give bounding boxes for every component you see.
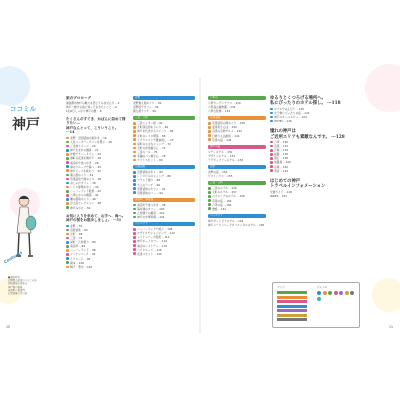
decorative-circle: [372, 278, 400, 312]
decorative-circle: [0, 66, 30, 106]
toc-entry[interactable]: 有馬温泉で湯めぐり ···36: [66, 177, 128, 181]
toc-entry[interactable]: 港のクルーズで海へ ···30: [66, 165, 128, 169]
toc-entry[interactable]: ホテルでのんびり ···120: [270, 107, 370, 111]
bullet-icon: [133, 208, 136, 211]
left-page: [0, 78, 200, 334]
area-tag: 旧居留地: [133, 165, 195, 169]
toc-entry[interactable]: 南京町 ···84: [66, 244, 128, 248]
toc-entry[interactable]: 日帰り入浴施設 ···144: [208, 134, 266, 138]
toc-entry[interactable]: 1泊2日しっかり神戸の旅 ···8: [66, 109, 102, 114]
genre-icon: [323, 291, 327, 295]
toc-entry[interactable]: 神戸生まれの雑貨 ···22: [66, 148, 128, 152]
bullet-icon: [66, 245, 69, 248]
bullet-icon: [270, 108, 273, 111]
photo-caption-block: ■表紙写真 北野異人館街のうろこの家 旧居留地の街並み 神戸港の夜景 南京町の長安門 有馬温泉の金の湯: [8, 276, 37, 296]
bullet-icon: [66, 202, 69, 205]
toc-entry[interactable]: 淡路島 ···140: [270, 160, 370, 164]
left-column-1: [66, 96, 128, 269]
bullet-icon: [270, 165, 273, 168]
toc-entry[interactable]: 乙仲通りの雑貨 ···102: [133, 211, 195, 215]
toc-entry[interactable]: HOTEL ···126: [270, 119, 370, 123]
bullet-icon: [66, 153, 69, 156]
decorative-circle: [365, 64, 400, 112]
genre-icon: [317, 291, 321, 295]
toc-entry[interactable]: 六甲ガーデンテラス ···130: [208, 101, 241, 105]
bullet-icon: [133, 134, 136, 137]
bullet-icon: [133, 236, 136, 239]
nearby-headline: 憧れの神戸は ご近所エリアも素敵なんです。 ···128: [270, 129, 345, 140]
toc-entry[interactable]: 異人館めぐり ···34: [66, 173, 128, 177]
bullet-icon: [66, 206, 69, 209]
toc-entry[interactable]: 洋館でティータイム ···24: [66, 152, 128, 156]
bullet-icon: [133, 191, 136, 194]
bullet-icon: [133, 252, 136, 255]
bullet-icon: [133, 147, 136, 150]
bullet-icon: [270, 169, 273, 172]
toc-entry[interactable]: 港湾都市神戸の魅力を感じてみませんか ···4: [66, 101, 120, 106]
toc-entry[interactable]: 灘の酒蔵めぐり ···46: [66, 197, 128, 201]
area-tag: 三宮・元町: [208, 181, 266, 185]
toc-entry[interactable]: 元町 ···68: [66, 232, 128, 236]
toc-entry[interactable]: 海辺のレストラン ···116: [133, 244, 195, 248]
toc-entry[interactable]: 明石 ···138: [270, 156, 370, 160]
toc-entry[interactable]: 女子旅にぴったりの宿 ···122: [270, 111, 370, 115]
toc-entry[interactable]: ナイトスポット ···80: [133, 158, 195, 162]
bullet-icon: [66, 233, 69, 236]
bullet-icon: [133, 159, 136, 162]
toc-entry[interactable]: ご当地スイーツ ···20: [66, 144, 128, 148]
toc-entry[interactable]: ラグジュアリーホテル ···152: [208, 157, 244, 162]
toc-entry[interactable]: 北野坂でカフェ ···54: [133, 105, 159, 110]
bullet-icon: [66, 257, 69, 260]
toc-entry[interactable]: 六甲高山植物園 ···132: [208, 105, 236, 110]
toc-entry[interactable]: 神戸の中華料理 ···104: [133, 215, 195, 219]
toc-entry[interactable]: ベイエリアのホテル ···158: [208, 194, 266, 198]
bullet-icon: [208, 203, 211, 206]
toc-entry[interactable]: 南京町で食べ歩き ···98: [133, 203, 195, 207]
toc-entry[interactable]: 有馬の名物グルメ ···142: [208, 129, 266, 133]
genre-icon: [339, 291, 343, 295]
legend-title-genre: ジャンル: [317, 286, 328, 289]
toc-entry[interactable]: 三宮 ···74: [66, 236, 128, 240]
right-column-1: [208, 96, 266, 227]
toc-entry[interactable]: 六甲山からの眺望 ···44: [66, 193, 128, 197]
bullet-icon: [66, 225, 69, 228]
bullet-icon: [270, 116, 273, 119]
toc-entry[interactable]: 交通ガイド ···146: [270, 189, 292, 194]
area-tag: 南京町・海岸通: [133, 198, 195, 202]
bullet-icon: [270, 149, 273, 152]
toc-entry[interactable]: 栄町の小さなショップ ···72: [133, 142, 195, 146]
toc-entry[interactable]: 有馬 ···132: [270, 144, 370, 148]
bullet-icon: [133, 130, 136, 133]
area-tag: 北野: [208, 165, 266, 169]
toc-entry[interactable]: 夜景スポット ···120: [133, 252, 195, 256]
bullet-icon: [270, 157, 273, 160]
bullet-icon: [66, 249, 69, 252]
bullet-icon: [270, 112, 273, 115]
toc-entry[interactable]: モザイクでショッピング ···110: [133, 231, 195, 235]
toc-entry[interactable]: レトロビルのショップ ···86: [133, 174, 195, 178]
bullet-icon: [133, 122, 136, 125]
bullet-icon: [133, 151, 136, 154]
toc-entry[interactable]: 温泉街さんぽ ···140: [208, 125, 266, 129]
bullet-icon: [133, 244, 136, 247]
area-tag: 六甲山: [208, 96, 266, 100]
toc-entry[interactable]: 西宮 ···144: [270, 169, 370, 173]
toc-entry[interactable]: 芦屋 ···134: [270, 148, 370, 152]
toc-entry[interactable]: 岡本 ···100: [66, 261, 128, 265]
toc-entry[interactable]: 人気ベーカリーでパンを選ぶ ···18: [66, 140, 128, 144]
hotel-headline: ゆるりとくつろげる場所へ。 私にぴったりのホテル探し。 ···118: [270, 96, 341, 107]
bullet-icon: [133, 216, 136, 219]
toc-entry[interactable]: ハーバーランド散策 ···42: [66, 189, 128, 193]
bullet-icon: [208, 138, 211, 141]
bullet-icon: [66, 194, 69, 197]
toc-entry[interactable]: 神戸へ旅する前に知っておきたいこと ···6: [66, 105, 117, 110]
bullet-icon: [270, 153, 273, 156]
bullet-icon: [66, 237, 69, 240]
bullet-icon: [66, 266, 69, 269]
bullet-icon: [66, 186, 69, 189]
toc-entry[interactable]: 宝塚 ···142: [270, 165, 370, 169]
bullet-icon: [66, 229, 69, 232]
toc-entry[interactable]: 神戸ビーフを味わう ···32: [66, 169, 128, 173]
prologue-title: 旅のプロローグ: [66, 96, 92, 100]
bullet-icon: [133, 228, 136, 231]
right-page: [200, 78, 400, 334]
area-tag: ベイエリア: [208, 214, 266, 218]
toc-entry[interactable]: 北野・旧居留地の街歩き ···16: [66, 136, 128, 140]
toc-entry[interactable]: 六甲の宿 ···160: [208, 203, 266, 207]
legend-genre-items: [317, 291, 357, 301]
bullet-icon: [133, 187, 136, 190]
toc-entry[interactable]: レトロ建築を歩く ···40: [66, 185, 128, 189]
toc-entry[interactable]: お土産セレクション ···48: [66, 201, 128, 205]
bullet-icon: [133, 138, 136, 141]
toc-entry[interactable]: 神戸ポートタワー ···114: [133, 239, 195, 243]
toc-entry[interactable]: 有馬の宿 ···159: [208, 199, 266, 203]
toc-entry[interactable]: 元町のホテル ···157: [208, 190, 266, 194]
toc-entry[interactable]: 旧居留地のカフェ ···92: [133, 187, 195, 191]
toc-entry[interactable]: 元町のレトロ喫茶 ···68: [133, 134, 195, 138]
area-tag: 三宮・元町: [133, 116, 195, 120]
toc-entry[interactable]: 北野 ···52: [66, 224, 128, 228]
bullet-icon: [208, 130, 211, 133]
toc-entry[interactable]: 有馬温泉の湯めぐり ···138: [208, 121, 266, 125]
bullet-icon: [208, 134, 211, 137]
bullet-icon: [66, 198, 69, 201]
bullet-icon: [66, 190, 69, 193]
toc-entry[interactable]: 元町の洋食屋さん ···74: [133, 146, 195, 150]
toc-entry[interactable]: シティホテル ···150: [208, 149, 233, 154]
bullet-icon: [66, 169, 69, 172]
bullet-icon: [133, 143, 136, 146]
bullet-icon: [270, 161, 273, 164]
bullet-icon: [133, 248, 136, 251]
bullet-icon: [66, 165, 69, 168]
toc-entry[interactable]: 神戸ポートピアホテル ···164: [208, 218, 244, 223]
travel-info-headline: はじめての神戸 トラベルインフォメーション: [270, 178, 326, 190]
toc-entry[interactable]: 舞子・垂水 ···104: [66, 265, 128, 269]
bullet-icon: [208, 191, 211, 194]
toc-entry[interactable]: 港町の夜景を眺めて ···26: [66, 156, 128, 160]
toc-entry[interactable]: 有馬の宿 ···146: [208, 138, 266, 142]
bullet-icon: [133, 171, 136, 174]
bullet-icon: [208, 199, 211, 202]
legend-title-map: マップ: [277, 286, 285, 289]
legend-box: [272, 282, 360, 328]
bullet-icon: [208, 187, 211, 190]
toc-entry[interactable]: メリケンパーク ···92: [66, 252, 128, 256]
bullet-icon: [66, 149, 69, 152]
genre-icon: [317, 297, 321, 301]
toc-entry[interactable]: 神戸メリケンパークオリエンタルホテル ···165: [208, 222, 265, 227]
book-spread: [0, 78, 400, 334]
genre-icon: [350, 291, 354, 295]
page-number-left: 10: [6, 325, 11, 329]
toc-entry[interactable]: 旅館 ···161: [208, 207, 266, 211]
toc-entry[interactable]: ハーバーランドで遊ぶ ···108: [133, 227, 195, 231]
bullet-icon: [133, 175, 136, 178]
toc-entry[interactable]: 海岸通のカフェ ···100: [133, 207, 195, 211]
bullet-icon: [208, 126, 211, 129]
bullet-icon: [133, 232, 136, 235]
bullet-icon: [133, 240, 136, 243]
page-number-right: 11: [389, 325, 394, 329]
area-tag: 有馬温泉: [208, 116, 266, 120]
toc-entry[interactable]: おしゃれカフェ ···38: [66, 181, 128, 185]
toc-entry[interactable]: トアロード ···96: [66, 257, 128, 261]
bullet-icon: [270, 141, 273, 144]
area-tag: ベイエリア: [133, 222, 195, 226]
toc-entry[interactable]: ハーバーランド ···88: [66, 248, 128, 252]
toc-entry[interactable]: 神戸のオーベルジュ ···124: [270, 115, 370, 119]
bullet-icon: [66, 182, 69, 185]
toc-entry[interactable]: 三宮のホテル ···156: [208, 186, 266, 190]
area-tag: 神戸の宿: [208, 145, 266, 149]
toc-entry[interactable]: デザインホテル ···151: [208, 153, 236, 158]
left-column-2: [133, 96, 195, 256]
toc-entry[interactable]: ゲストハウス ···155: [208, 174, 233, 179]
right-column-2: [270, 96, 370, 289]
bullet-icon: [133, 183, 136, 186]
bullet-icon: [208, 207, 211, 210]
toc-entry[interactable]: 老舗のパン屋さん ···78: [133, 154, 195, 158]
bullet-icon: [66, 241, 69, 244]
feature-headline-2: お気に入りを求めて、山手へ、海へ。 神戸の街をお散歩しましょ。 ···51: [66, 213, 126, 223]
toc-entry[interactable]: 三宮センター街 ···62: [133, 121, 195, 125]
toc-entry[interactable]: 六甲山牧場 ···134: [208, 109, 230, 114]
toc-entry[interactable]: INDEX ···152: [270, 193, 287, 198]
toc-entry[interactable]: 大人のランチ ···90: [133, 183, 195, 187]
toc-entry[interactable]: ベイクルーズ ···118: [133, 248, 195, 252]
toc-entry[interactable]: 旧居留地のバー ···94: [133, 191, 195, 195]
bullet-icon: [133, 212, 136, 215]
bullet-icon: [270, 120, 273, 123]
toc-entry[interactable]: 旧居留地 ···60: [66, 228, 128, 232]
toc-entry[interactable]: 異人館ランチ ···56: [133, 109, 156, 114]
bullet-icon: [133, 204, 136, 207]
bullet-icon: [66, 253, 69, 256]
bullet-icon: [208, 195, 211, 198]
bullet-icon: [66, 137, 69, 140]
toc-entry[interactable]: 元町商店街をぶらり ···64: [133, 125, 195, 129]
legend-map-items: [277, 291, 313, 321]
toc-entry[interactable]: メリケンパーク散策 ···112: [133, 235, 195, 239]
bullet-icon: [66, 161, 69, 164]
bullet-icon: [133, 126, 136, 129]
bullet-icon: [208, 122, 211, 125]
contents-label: Contents: [3, 249, 24, 265]
toc-entry[interactable]: 北野異人館めぐり ···50: [133, 101, 162, 105]
bullet-icon: [133, 179, 136, 182]
bullet-icon: [66, 141, 69, 144]
toc-entry[interactable]: 六甲 ···130: [270, 140, 370, 144]
bullet-icon: [66, 174, 69, 177]
brand-logo: ココミル: [10, 105, 36, 113]
feature-headline: たくさんのすてき、かばんに詰めて帰りたい… 神戸なんとって、こういうこと。 ···14: [66, 116, 126, 135]
toc-entry[interactable]: 姫路 ···136: [270, 152, 370, 156]
genre-icon: [345, 291, 349, 295]
bullet-icon: [270, 145, 273, 148]
bullet-icon: [66, 157, 69, 160]
bullet-icon: [133, 155, 136, 158]
area-tag: 北野: [133, 96, 195, 100]
toc-entry[interactable]: トアウエストで雑貨探し ···70: [133, 138, 195, 142]
toc-entry[interactable]: 神戸を代表するスイーツ ···66: [133, 129, 195, 133]
toc-entry[interactable]: 旧居留地を歩く ···84: [133, 170, 195, 174]
genre-icon: [334, 291, 338, 295]
toc-entry[interactable]: 南京町で食べ歩き ···28: [66, 161, 128, 165]
toc-entry[interactable]: ブランド通り ···88: [133, 178, 195, 182]
city-title: 神戸: [12, 117, 40, 133]
bullet-icon: [66, 261, 69, 264]
genre-icon: [328, 291, 332, 295]
toc-entry[interactable]: 栄町・乙仲通り ···80: [66, 240, 128, 244]
toc-entry[interactable]: 神戸みやげ ···50: [66, 206, 128, 210]
toc-entry[interactable]: 三宮のバル ···76: [133, 150, 195, 154]
toc-entry[interactable]: 北野の宿 ···154: [208, 170, 228, 175]
bullet-icon: [66, 178, 69, 181]
bullet-icon: [66, 145, 69, 148]
